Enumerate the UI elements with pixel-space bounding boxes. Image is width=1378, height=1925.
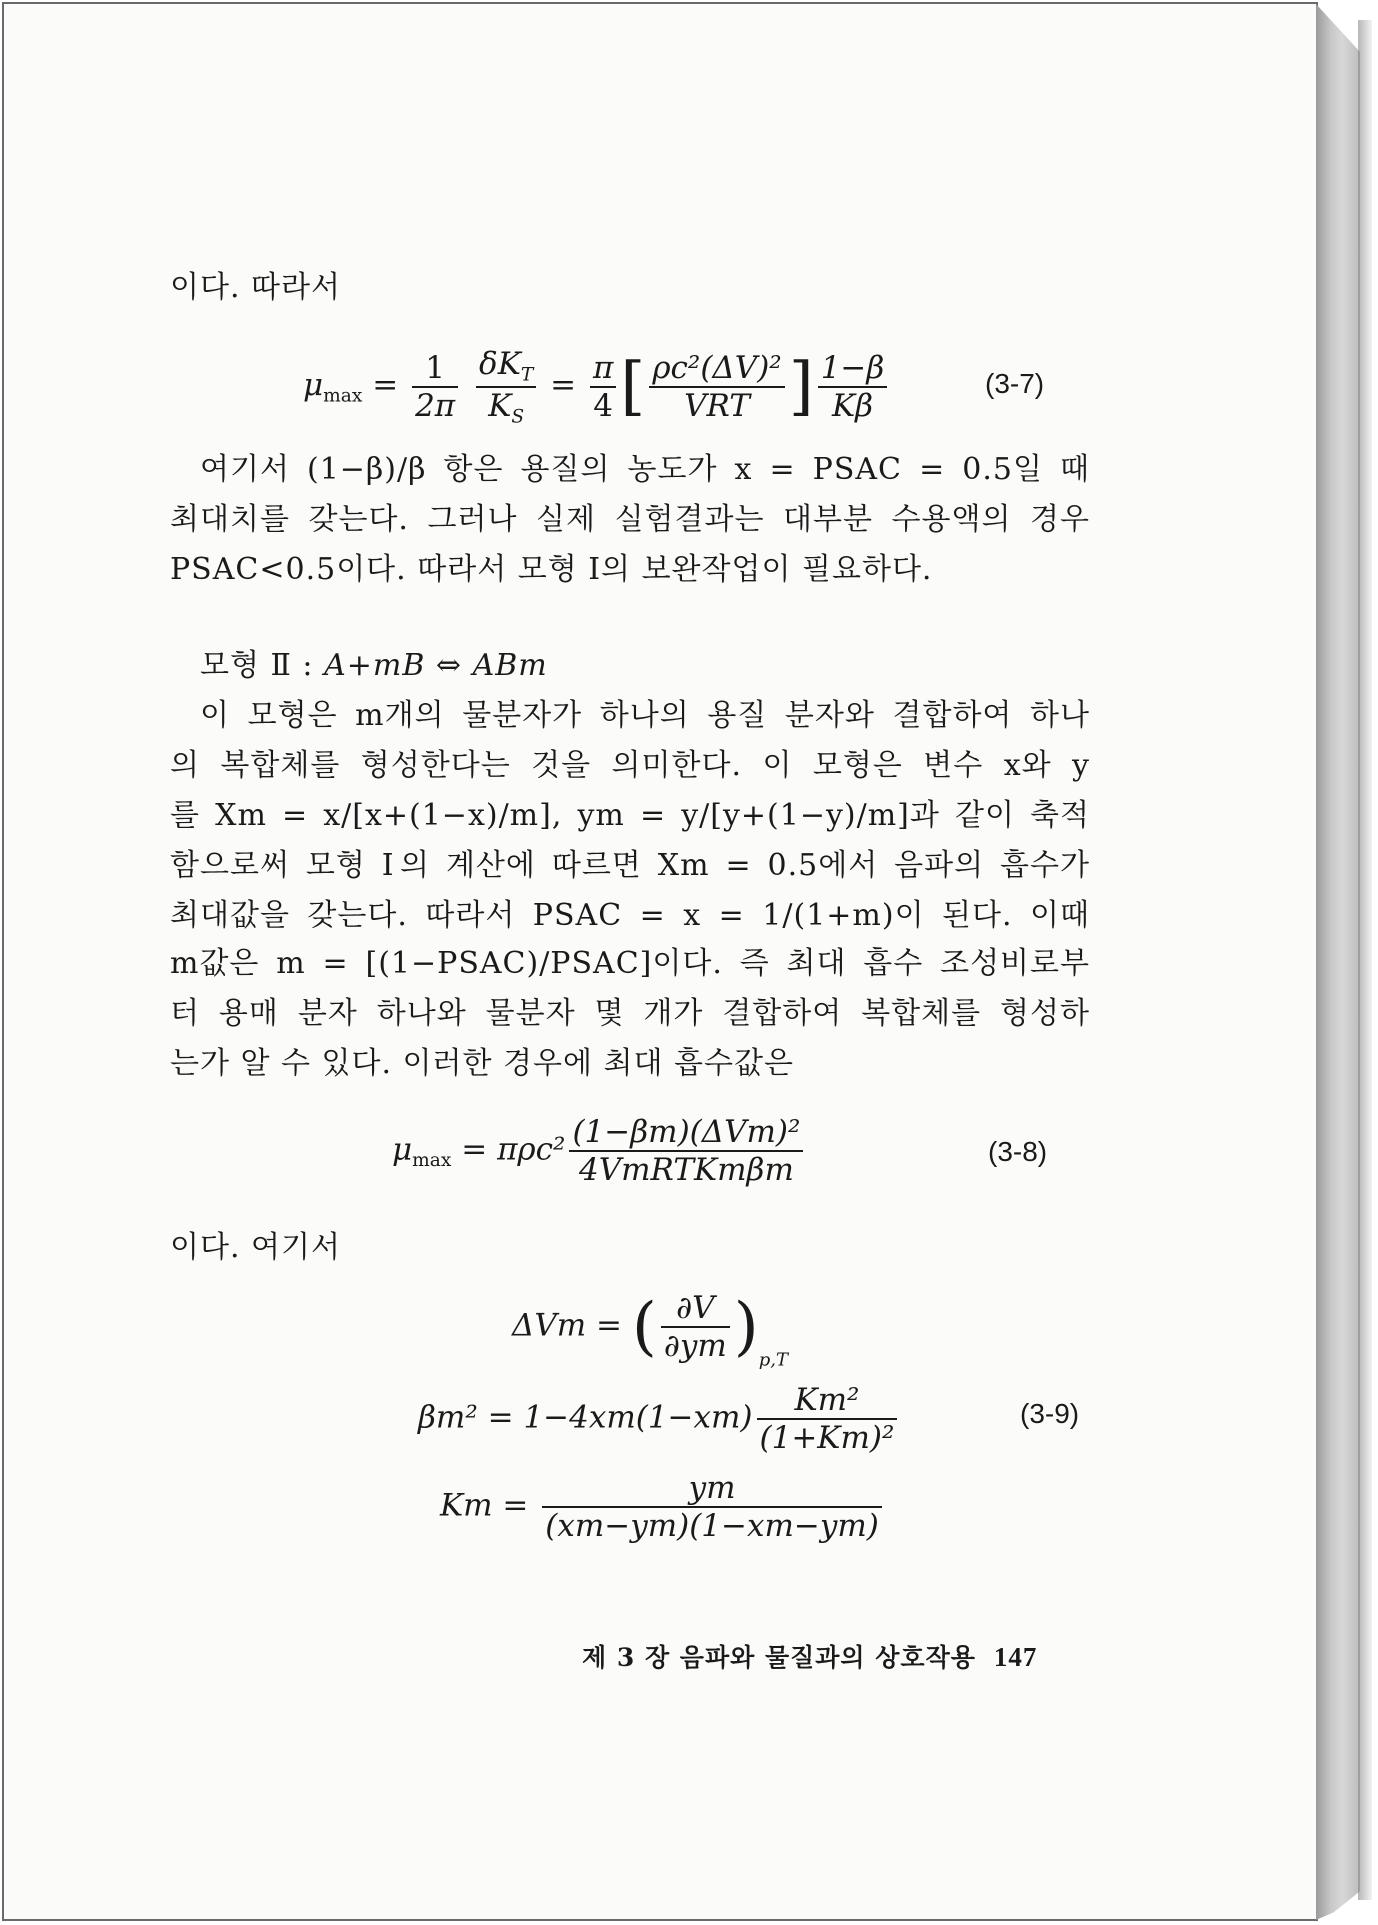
frac-num: 1 <box>425 349 445 386</box>
frac-den: (1+Km)² <box>757 1418 898 1456</box>
model-formula: A+mB ⇔ ABm <box>324 648 548 683</box>
frac-den: (xm−ym)(1−xm−ym) <box>542 1506 882 1544</box>
fraction-1-over-2pi <box>412 350 458 424</box>
frac-num: Km² <box>794 1382 860 1418</box>
text-line: 최대치를 갖는다. 그러나 실제 실험결과는 대부분 수용액의 경우 <box>170 502 1090 537</box>
fraction-partial <box>661 1290 730 1364</box>
text-line: 의 복합체를 형성한다는 것을 의미한다. 이 모형은 변수 x와 y <box>170 748 1090 783</box>
equation-delta-v <box>512 1290 788 1371</box>
equation-3-8 <box>392 1114 807 1188</box>
frac-den: VRT <box>649 386 784 424</box>
text-line: 최대값을 갖는다. 따라서 PSAC = x = 1/(1+m)이 된다. 이때 <box>170 898 1090 933</box>
eq-lhs: ΔVm = <box>512 1307 622 1344</box>
fraction-rho-over-vrt <box>649 350 784 424</box>
eq-lhs: βm² = <box>418 1399 514 1436</box>
eq-mu-sub: max <box>323 385 363 407</box>
frac-den: 2π <box>412 386 458 424</box>
text-line: 터 용매 분자 하나와 물분자 몇 개가 결합하여 복합체를 형성하 <box>170 996 1090 1031</box>
right-paren: ) <box>733 1290 759 1364</box>
text-line: m값은 m = [(1−PSAC)/PSAC]이다. 즉 최대 흡수 조성비로부 <box>170 946 1090 981</box>
page-number: 147 <box>993 1642 1038 1672</box>
equation-label: (3-9) <box>1020 1398 1080 1429</box>
text-line: 이 모형은 m개의 물분자가 하나의 용질 분자와 결합하여 하나 <box>200 698 1090 733</box>
text-line: 는가 알 수 있다. 이러한 경우에 최대 흡수값은 <box>170 1046 794 1081</box>
frac-den: ∂ym <box>661 1326 730 1364</box>
equation-beta <box>418 1382 901 1456</box>
frac-den: K <box>488 387 512 424</box>
equation-label: (3-7) <box>985 368 1045 399</box>
equation-label: (3-8) <box>988 1136 1048 1167</box>
frac-num: 1−β <box>820 349 885 386</box>
eq-rhs: 1−4xm(1−xm) <box>523 1399 753 1436</box>
text-line: 이다. 여기서 <box>170 1230 341 1265</box>
frac-den: Kβ <box>818 386 888 424</box>
frac-den: 4VmRTKmβm <box>569 1150 803 1188</box>
page-footer <box>582 1638 1037 1674</box>
left-paren: ( <box>631 1290 657 1364</box>
eq-equals: = <box>461 1131 498 1168</box>
eq-equals: = <box>550 367 586 403</box>
frac-num-sub: T <box>520 364 534 386</box>
frac-num: ρc²(ΔV)² <box>652 349 782 386</box>
chapter-title: 제 3 장 음파와 물질과의 상호작용 <box>582 1643 976 1672</box>
eq-mu-sub: max <box>412 1150 452 1171</box>
frac-den-sub: S <box>511 406 525 427</box>
text-line: 여기서 (1−β)/β 항은 용질의 농도가 x = PSAC = 0.5일 때 <box>200 452 1090 487</box>
frac-num: π <box>592 349 614 386</box>
eq-mu: μ <box>303 367 324 403</box>
eq-mu: μ <box>392 1131 413 1168</box>
equation-3-7 <box>303 346 891 427</box>
frac-num: ym <box>688 1470 736 1506</box>
page-edge <box>1316 4 1360 1920</box>
frac-den: 4 <box>590 386 616 424</box>
text-line: 함으로써 모형 Ⅰ의 계산에 따르면 Xm = 0.5에서 음파의 흡수가 <box>170 848 1090 883</box>
text-line: 를 Xm = x/[x+(1−x)/m], ym = y/[y+(1−y)/m]과 같이 축적 <box>170 798 1090 833</box>
fraction-k <box>757 1382 898 1456</box>
fraction-pi-over-4 <box>590 350 616 424</box>
fraction-main <box>569 1114 803 1188</box>
eq-lhs: Km = <box>440 1487 529 1524</box>
frac-num: ∂V <box>676 1290 715 1326</box>
text-line: 이다. 따라서 <box>170 270 341 305</box>
page-edge-shadow <box>1358 20 1372 1900</box>
text-line: PSAC<0.5이다. 따라서 모형 Ⅰ의 보완작업이 필요하다. <box>170 552 933 587</box>
model-2-heading <box>200 646 1120 686</box>
eq-coefficient: πρc² <box>497 1131 566 1168</box>
fraction-km <box>542 1470 882 1544</box>
equation-km <box>440 1470 886 1544</box>
fraction-dKt-over-Ks <box>476 346 536 427</box>
fraction-beta <box>818 350 888 424</box>
left-bracket: [ <box>620 349 646 424</box>
model-label: 모형 Ⅱ : <box>200 648 325 683</box>
frac-num: δK <box>479 346 521 382</box>
eq-equals: = <box>372 367 409 403</box>
eq-subscript: p,T <box>758 1349 788 1371</box>
frac-num: (1−βm)(ΔVm)² <box>572 1114 801 1150</box>
right-bracket: ] <box>788 349 814 424</box>
